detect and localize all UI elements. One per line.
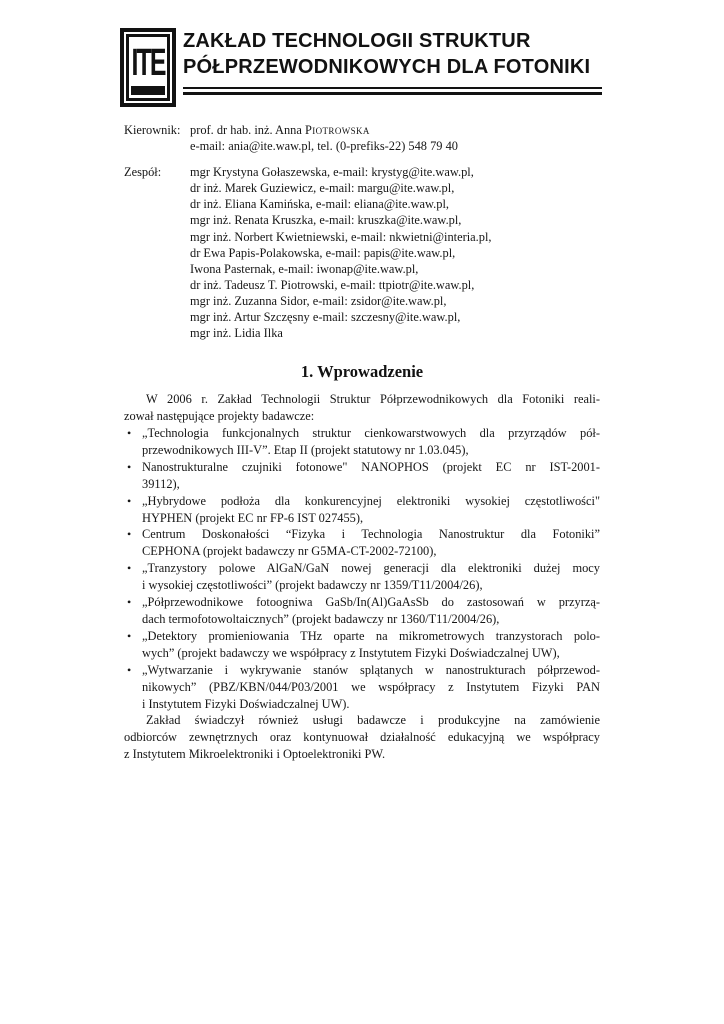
document-title (183, 28, 602, 80)
text-line: odbiorców zewnętrznych oraz kontynuował działalność edukacyjną we współpracy (124, 730, 600, 745)
team-member: dr inż. Marek Guziewicz, e-mail: margu@ite.waw.pl, (190, 181, 455, 196)
bullet-icon: • (127, 426, 132, 441)
leader-name (190, 122, 600, 138)
list-item-text (142, 493, 600, 527)
page-content (124, 122, 600, 763)
ite-logo-frame (126, 34, 170, 101)
bullet-icon: • (127, 628, 132, 643)
team-member: mgr inż. Lidia Ilka (190, 326, 283, 341)
team-member: Iwona Pasternak, e-mail: iwonap@ite.waw.pl, (190, 261, 419, 276)
text-line: CEPHONA (projekt badawczy nr G5MA-CT-2002-72100), (142, 544, 437, 559)
projects-list (124, 425, 600, 712)
masthead (120, 26, 602, 107)
list-item (124, 493, 600, 527)
bullet-icon: • (127, 662, 132, 677)
team-member: mgr inż. Artur Szczęsny e-mail: szczesny@ite.waw.pl, (190, 310, 461, 325)
list-item-text (142, 662, 600, 713)
leader-block (124, 122, 600, 154)
text-line: „Hybrydowe podłoża dla konkurencyjnej elektroniki wysokiej częstotliwości" (142, 493, 600, 508)
leader-contact: e-mail: ania@ite.waw.pl, tel. (0-prefiks-22) 548 79 40 (190, 139, 458, 154)
text-line: wych” (projekt badawczy we współpracy z Instytutem Fizyki Doświadczalnej UW), (142, 645, 560, 660)
leader-value (190, 122, 600, 154)
leader-name-prefix: prof. dr hab. inż. Anna (190, 123, 305, 137)
team-member: dr inż. Eliana Kamińska, e-mail: eliana@ite.waw.pl, (190, 197, 450, 212)
bullet-icon: • (127, 561, 132, 576)
leader-label: Kierownik: (124, 123, 181, 137)
team-member: mgr inż. Renata Kruszka, e-mail: kruszka@ite.waw.pl, (190, 213, 462, 228)
team-member: mgr inż. Zuzanna Sidor, e-mail: zsidor@ite.waw.pl, (190, 293, 447, 308)
list-item (124, 662, 600, 713)
team-label: Zespół: (124, 165, 162, 180)
team-member: dr Ewa Papis-Polakowska, e-mail: papis@ite.waw.pl, (190, 245, 456, 260)
list-item-text (142, 526, 600, 560)
text-line: Nanostrukturalne czujniki fotonowe" NANOPHOS (projekt EC nr IST-2001- (142, 459, 600, 474)
text-line: „Detektory promieniowania THz oparte na mikrometrowych tranzystorach polo- (142, 628, 600, 643)
leader-surname: Piotrowska (304, 123, 370, 137)
team-member: dr inż. Tadeusz T. Piotrowski, e-mail: ttpiotr@ite.waw.pl, (190, 277, 475, 292)
text-line: Centrum Doskonałości “Fizyka i Technologia Nanostruktur dla Fotoniki” (142, 527, 600, 542)
text-line: z Instytutem Mikroelektroniki i Optoelektroniki PW. (124, 747, 386, 762)
list-item-text (142, 628, 600, 662)
ite-logo-bar (131, 86, 165, 95)
document-title-line1: ZAKŁAD TECHNOLOGII STRUKTUR (183, 30, 531, 52)
text-line: zował następujące projekty badawcze: (124, 409, 315, 424)
list-item (124, 526, 600, 560)
text-line: W 2006 r. Zakład Technologii Struktur Półprzewodnikowych dla Fotoniki reali- (146, 392, 600, 407)
intro-paragraph (124, 391, 600, 425)
list-item-text (142, 594, 600, 628)
bullet-icon: • (127, 527, 132, 542)
bullet-icon: • (127, 595, 132, 610)
section-heading: 1. Wprowadzenie (300, 362, 424, 382)
list-item-text (142, 425, 600, 459)
text-line: i Instytutem Fizyki Doświadczalnej UW). (142, 696, 350, 711)
list-item-text (142, 459, 600, 493)
list-item (124, 459, 600, 493)
ite-logo-text: ITE (131, 40, 165, 84)
text-line: HYPHEN (projekt EC nr FP-6 IST 027455), (142, 510, 364, 525)
team-member: mgr Krystyna Gołaszewska, e-mail: krystyg@ite.waw.pl, (190, 165, 474, 180)
text-line: „Półprzewodnikowe fotoogniwa GaSb/In(Al)GaAsSb do zastosowań w przyrzą- (142, 595, 600, 610)
bullet-icon: • (127, 493, 132, 508)
list-item (124, 594, 600, 628)
text-line: dach termofotowoltaicznych” (projekt badawczy nr 1360/T11/2004/26), (142, 612, 500, 626)
bullet-icon: • (127, 459, 132, 474)
list-item-text (142, 560, 600, 594)
text-line: Zakład świadczył również usługi badawcze i produkcyjne na zamówienie (146, 713, 600, 728)
list-item (124, 425, 600, 459)
text-line: i wysokiej częstotliwości” (projekt badawczy nr 1359/T11/2004/26), (142, 578, 483, 593)
text-line: „Wytwarzanie i wykrywanie stanów splątanych w nanostrukturach półprzewod- (142, 662, 600, 677)
masthead-title-block (183, 26, 602, 95)
closing-paragraph (124, 712, 600, 763)
list-item (124, 628, 600, 662)
text-line: 39112), (142, 476, 180, 491)
document-title-line2: PÓŁPRZEWODNIKOWYCH DLA FOTONIKI (183, 56, 591, 78)
ite-logo (120, 28, 176, 107)
header-divider (183, 87, 602, 95)
list-item (124, 560, 600, 594)
text-line: „Tranzystory polowe AlGaN/GaN nowej generacji dla elektroniki dużej mocy (142, 561, 600, 576)
team-member: mgr inż. Norbert Kwietniewski, e-mail: nkwietni@interia.pl, (190, 229, 492, 244)
team-block (124, 164, 600, 341)
text-line: „Technologia funkcjonalnych struktur cienkowarstwowych dla przyrządów pół- (142, 426, 600, 441)
text-line: przewodnikowych III-V”. Etap II (projekt statutowy nr 1.03.045), (142, 442, 469, 457)
team-list (190, 164, 600, 341)
text-line: nikowych” (PBZ/KBN/044/P03/2001 we współpracy z Instytutem Fizyki PAN (142, 679, 600, 694)
